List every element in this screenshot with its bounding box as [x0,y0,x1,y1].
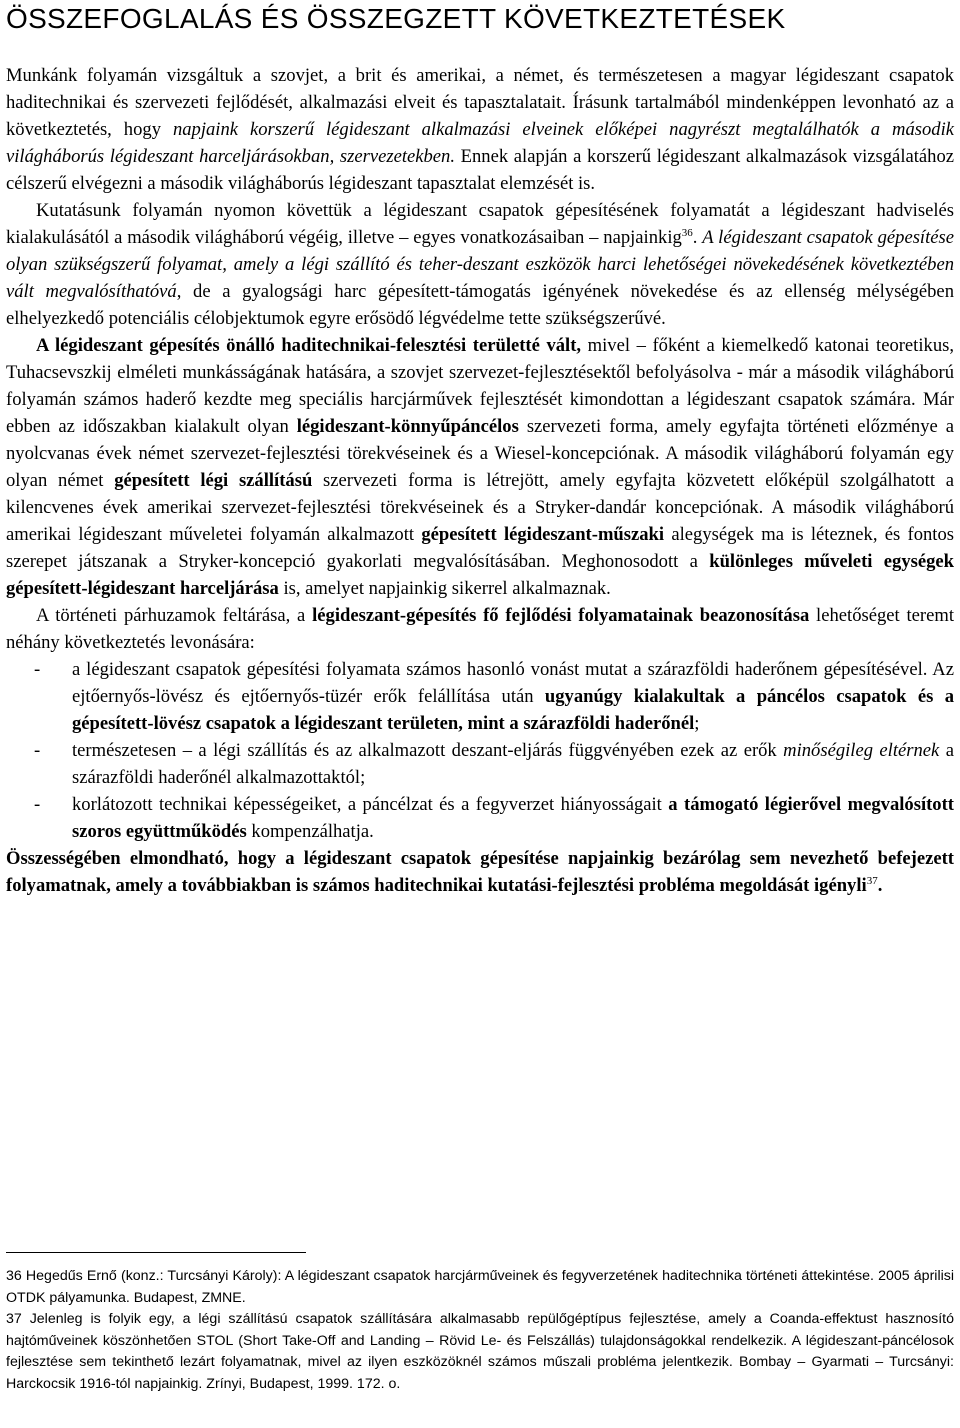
paragraph-4: A történeti párhuzamok feltárása, a légideszant-gépesítés fő fejlődési folyamatainak beazonosítása lehetőséget teremt néhány következtetés levonására: [6,605,954,653]
footnote-ref-37[interactable]: 37 [866,875,878,887]
paragraph-1: Munkánk folyamán vizsgáltuk a szovjet, a brit és amerikai, a német, és természetesen a magyar légideszant csapatok haditechnikai és szervezeti fejlődését, alkalmazási elveit és tapasztalatait. Írásunk tartalmából mindenképpen levonható az a következtetés, hogy napjaink korszerű légideszant alkalmazási elveinek előképei nagyrészt megtalálhatók a második világháborús légideszant harceljárásokban, szervezetekben. Ennek alapján a korszerű légideszant alkalmazások vizsgálatához célszerű elvégezni a második világháborús légideszant tapasztalat elemzését is. [6,65,954,194]
main-text [6,62,954,899]
footnote-ref-36[interactable]: 36 [681,227,693,239]
paragraph-5: Összességében elmondható, hogy a légideszant csapatok gépesítése napjainkig bezárólag sem nevezhető befejezett folyamatnak, amely a továbbiakban is számos haditechnikai kutatási-fejlesztési probléma megoldását igényli$^{37}$. [6,848,954,896]
page-title: ÖSSZEFOGLALÁS ÉS ÖSSZEGZETT KÖVETKEZTETÉSEK [6,3,786,34]
list-marker: - [34,794,41,815]
footnotes [6,1266,954,1396]
list-marker: - [34,740,41,761]
footnote-37: 37 Jelenleg is folyik egy, a légi szállítású csapatok szállítására alkalmasabb repülőgéptípus fejlesztése, amely a Coanda-effektust hasznosító hajtóműveinek köszönhetően STOL (Short Take-Off and Landing – Rövid Le- és Felszállás) tulajdonságokkal rendelkezik. A légideszant-páncélosok fejlesztése sem tekinthető lezárt folyamatnak, mivel az ilyen eszközöknél számos műszali probléma jelentkezik. Bombay – Gyarmati – Turcsányi: Harckocsik 1916-tól napjainkig. Zrínyi, Budapest, 1999. 172. o. [6,1311,954,1392]
list-item: - a légideszant csapatok gépesítési folyamata számos hasonló vonást mutat a szárazföldi haderőnem gépesítésével. Az ejtőernyős-lövész és ejtőernyős-tüzér erők felállítása után ugyanúgy kialakultak a páncélos csapatok és a gépesített-lövész csapatok a légideszant területen, mint a szárazföldi haderőnél; [6,656,954,737]
list-item: - korlátozott technikai képességeiket, a páncélzat és a fegyverzet hiányosságait a támogató légierővel megvalósított szoros együttműködés kompenzálhatja. [6,791,954,845]
footnote-36: 36 Hegedűs Ernő (konz.: Turcsányi Károly): A légideszant csapatok harcjárműveinek és fegyverzetének haditechnika történeti áttekintése. 2005 áprilisi OTDK pályamunka. Budapest, ZMNE. [6,1268,954,1306]
list-marker: - [34,659,41,680]
footnote-divider [6,1252,306,1253]
paragraph-2: Kutatásunk folyamán nyomon követtük a légideszant csapatok gépesítésének folyamatát a légideszant hadviselés kialakulásától a második világháború végéig, illetve – egyes vonatkozásaiban – napjainkig$^{36}$. A légideszant csapatok gépesítése olyan szükségszerű folyamat, amely a légi szállító és teher-deszant eszközök harci lehetőségei növekedésének következtében vált megvalósíthatóvá, de a gyalogsági harc gépesített-támogatás igényének növekedése és az ellenség mélységében elhelyezkedő potenciális célobjektumok egyre erősödő légvédelme tette szükségszerűvé. [6,200,955,329]
list-item: - természetesen – a légi szállítás és az alkalmazott deszant-eljárás függvényében ezek az erők minőségileg eltérnek a szárazföldi haderőnél alkalmazottaktól; [6,737,954,791]
paragraph-3: A légideszant gépesítés önálló haditechnikai-felesztési területté vált, mivel – főként a kiemelkedő katonai teoretikus, Tuhacsevszkij elméleti munkásságának hatására, a szovjet szervezet-fejlesztésektől befolyásolva - már a második világháború folyamán számos haderő kezdte meg speciális harcjárművek fejlesztését kimondottan a légideszant csapatok számára. Már ebben az időszakban kialakult olyan légideszant-könnyűpáncélos szervezeti forma, amely egyfajta történeti előzménye a nyolcvanas évek német szervezet-fejlesztési törekvéseinek és a Wiesel-koncepciónak. A második világháború folyamán egy olyan német gépesített légi szállítású szervezeti forma is létrejött, amely egyfajta közvetett előképül szolgálhatott a kilencvenes évek amerikai szervezet-fejlesztési törekvéseinek és a Stryker-dandár koncepciónak. A második világháború amerikai légideszant műveletei folyamán alkalmazott gépesített légideszant-műszaki alegységek ma is léteznek, és fontos szerepet játszanak a Stryker-koncepció gyakorlati megvalósításában. Meghonosodott a különleges műveleti egységek gépesített-légideszant harceljárása is, amelyet napjainkig sikerrel alkalmaznak. [6,335,954,599]
